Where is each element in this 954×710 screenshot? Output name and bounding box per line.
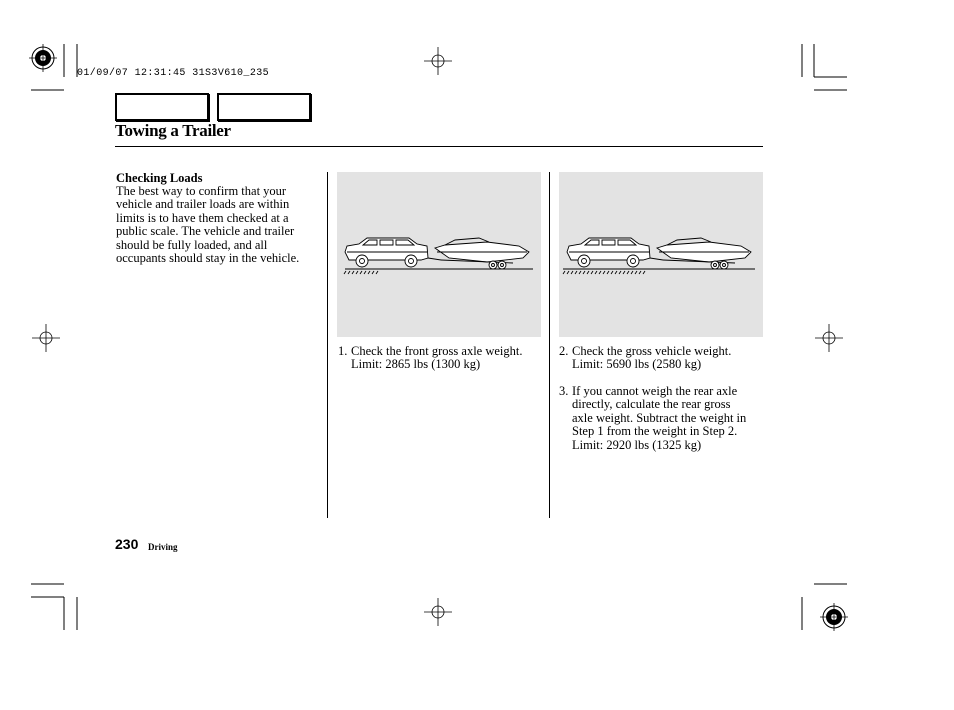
step-item (559, 385, 764, 455)
text-line: Step 1 from the weight in Step 2. (572, 424, 738, 439)
section-tab-box (217, 93, 311, 121)
crosshair-icon (815, 324, 843, 352)
page-number: 230 (115, 536, 139, 552)
text-line: vehicle and trailer loads are within (116, 197, 290, 212)
print-stamp: 01/09/07 12:31:45 31S3V610_235 (77, 68, 270, 79)
section-tab-box (115, 93, 209, 121)
crosshair-icon (424, 47, 452, 75)
illustration-panel (559, 172, 763, 337)
step-number: 2. (559, 344, 569, 358)
crosshair-icon (424, 598, 452, 626)
text-line: The best way to confirm that your (116, 184, 287, 198)
crop-mark-top-left (31, 44, 77, 90)
text-line: public scale. The vehicle and trailer (116, 224, 295, 239)
text-line: Limit: 2865 lbs (1300 kg) (351, 357, 481, 372)
suv-towing-boat-trailer-icon (559, 172, 763, 337)
step-text (351, 345, 522, 372)
section-name: Driving (148, 542, 178, 552)
illustration-panel (337, 172, 541, 337)
intro-paragraph (116, 185, 321, 265)
suv-towing-boat-trailer-icon (337, 172, 541, 337)
section-heading: Checking Loads (116, 171, 203, 185)
text-line: Limit: 5690 lbs (2580 kg) (572, 357, 702, 372)
title-rule (115, 146, 763, 147)
step-item (559, 345, 764, 375)
column-divider (327, 172, 328, 518)
registration-target-icon (29, 44, 57, 72)
text-line: If you cannot weigh the rear axle (572, 384, 738, 398)
step-text (572, 385, 746, 452)
text-line: Check the front gross axle weight. (351, 344, 523, 358)
text-line: should be fully loaded, and all (116, 237, 268, 252)
page-title: Towing a Trailer (115, 121, 231, 140)
registration-target-icon (820, 603, 848, 631)
text-line: Limit: 2920 lbs (1325 kg) (572, 437, 702, 452)
step-number: 1. (338, 344, 348, 358)
step-item (338, 345, 543, 375)
crop-mark-top-right (802, 44, 847, 90)
column-divider (549, 172, 550, 518)
step-text (572, 345, 731, 372)
step-number: 3. (559, 384, 569, 398)
crop-mark-bottom-left (31, 584, 77, 630)
text-line: axle weight. Subtract the weight in (572, 410, 747, 425)
text-line: occupants should stay in the vehicle. (116, 251, 300, 266)
text-line: directly, calculate the rear gross (572, 397, 731, 412)
text-line: limits is to have them checked at a (116, 210, 289, 225)
text-line: Check the gross vehicle weight. (572, 344, 732, 358)
crosshair-icon (32, 324, 60, 352)
